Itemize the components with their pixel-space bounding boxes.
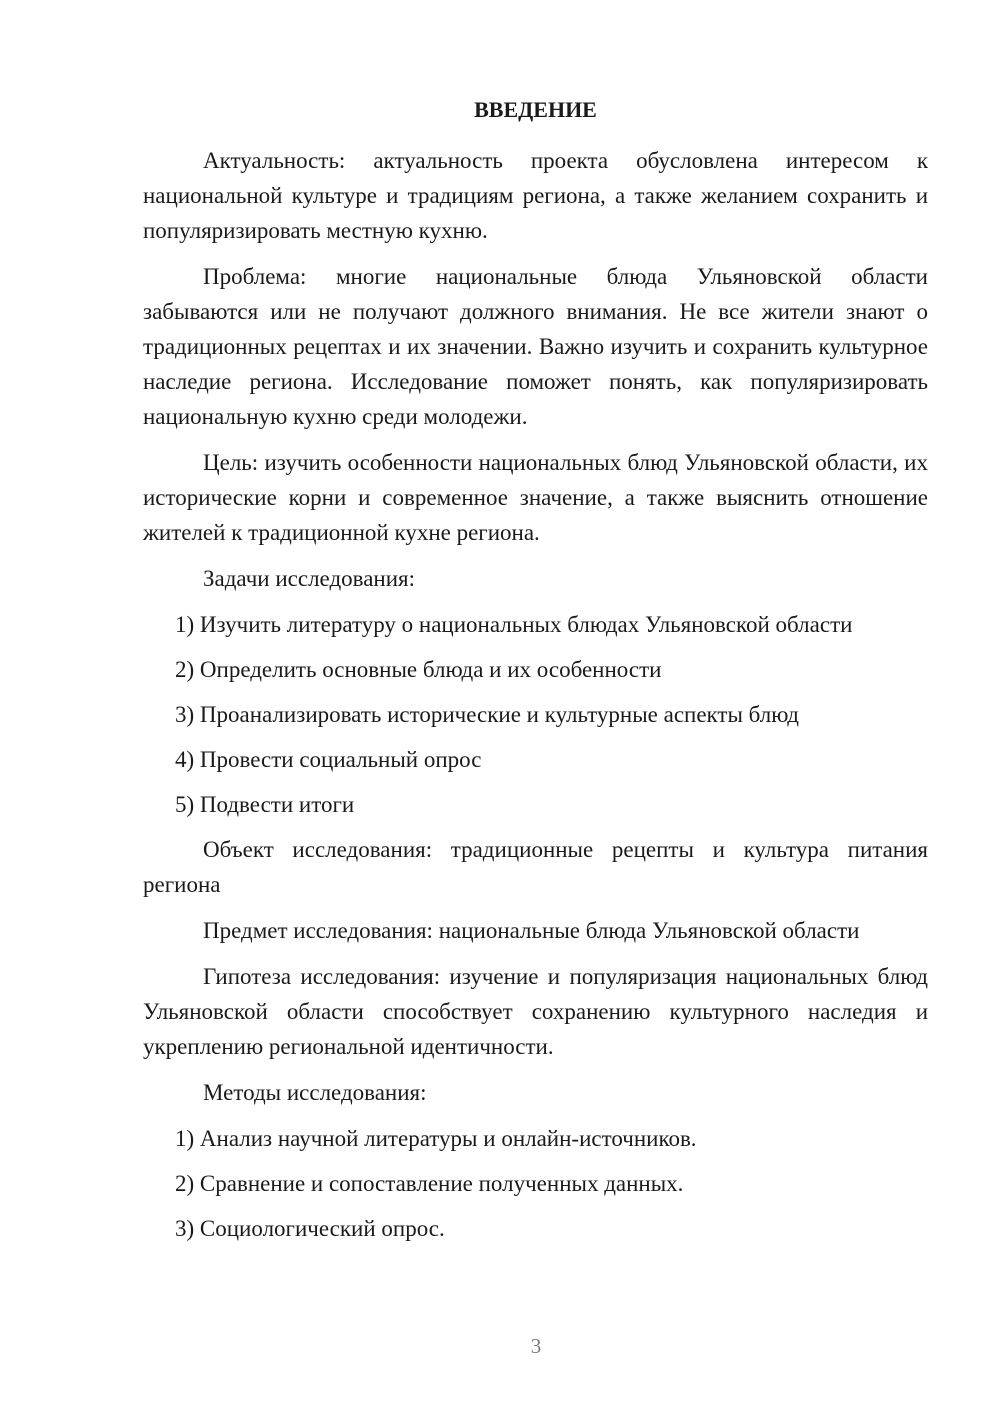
section-title: ВВЕДЕНИЕ — [474, 97, 597, 122]
object-paragraph: Объект исследования: традиционные рецепты и культура питания региона — [143, 837, 928, 897]
list-item: 2) Определить основные блюда и их особенности — [175, 657, 662, 682]
tasks-list — [143, 607, 928, 822]
goal-paragraph: Цель: изучить особенности национальных блюд Ульяновской области, их исторические корни и современное значение, а также выяснить отношение жителей к традиционной кухне региона. — [143, 450, 928, 545]
list-item: 1) Изучить литературу о национальных блюдах Ульяновской области — [175, 612, 853, 637]
list-item: 3) Социологический опрос. — [175, 1216, 445, 1241]
tasks-heading: Задачи исследования: — [203, 566, 416, 591]
page-number: 3 — [530, 1334, 542, 1358]
list-item: 2) Сравнение и сопоставление полученных данных. — [175, 1171, 684, 1196]
list-item: 1) Анализ научной литературы и онлайн-источников. — [175, 1126, 697, 1151]
relevance-paragraph: Актуальность: актуальность проекта обусловлена интересом к национальной культуре и традициям региона, а также желанием сохранить и популяризировать местную кухню. — [143, 148, 928, 243]
list-item: 4) Провести социальный опрос — [175, 747, 482, 772]
list-item: 3) Проанализировать исторические и культурные аспекты блюд — [175, 702, 799, 727]
list-item: 5) Подвести итоги — [175, 792, 355, 817]
methods-list — [143, 1121, 928, 1246]
methods-heading: Методы исследования: — [203, 1080, 427, 1105]
document-page — [143, 92, 928, 1256]
hypothesis-paragraph: Гипотеза исследования: изучение и популяризация национальных блюд Ульяновской области способствует сохранению культурного наследия и укреплению региональной идентичности. — [143, 964, 928, 1059]
problem-paragraph: Проблема: многие национальные блюда Ульяновской области забываются или не получают должного внимания. Не все жители знают о традиционных рецептах и их значении. Важно изучить и сохранить культурное наследие региона. Исследование поможет понять, как популяризировать национальную кухню среди молодежи. — [143, 264, 928, 429]
subject-paragraph: Предмет исследования: национальные блюда Ульяновской области — [203, 918, 860, 943]
